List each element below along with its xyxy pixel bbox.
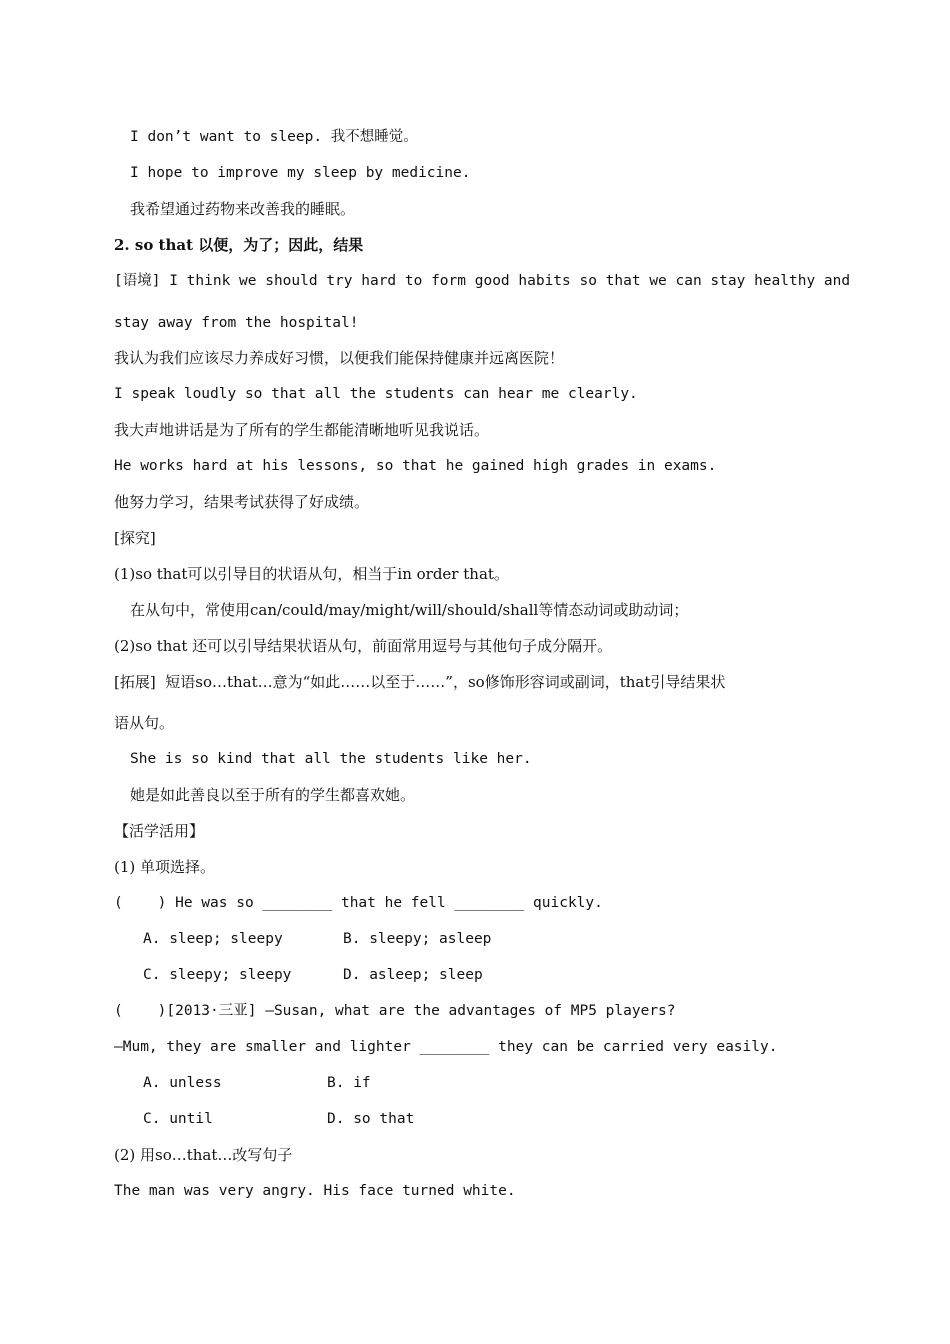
option-a: A. unless bbox=[143, 1075, 222, 1091]
example-sentence: She is so kind that all the students like her. bbox=[130, 751, 532, 767]
explore-point-2: (2)so that 还可以引导结果状语从句，前面常用逗号与其他句子成分隔开。 bbox=[114, 637, 613, 655]
context-sentence: [语境] I think we should try hard to form good habits so that we can stay healthy and bbox=[114, 273, 851, 289]
option-c: C. sleepy; sleepy bbox=[143, 967, 292, 983]
example-translation: 我希望通过药物来改善我的睡眠。 bbox=[130, 200, 356, 218]
explore-label: [探究] bbox=[114, 529, 156, 547]
example-translation: 他努力学习，结果考试获得了好成绩。 bbox=[114, 493, 370, 511]
context-translation: 我认为我们应该尽力养成好习惯，以便我们能保持健康并远离医院！ bbox=[114, 349, 565, 367]
question-1: ( ) He was so ________ that he fell ________ quickly. bbox=[114, 895, 603, 911]
example-sentence: I speak loudly so that all the students can hear me clearly. bbox=[114, 386, 638, 402]
example-sentence: I don’t want to sleep. 我不想睡觉。 bbox=[130, 129, 418, 145]
example-sentence: I hope to improve my sleep by medicine. bbox=[130, 165, 471, 181]
option-b: B. sleepy; asleep bbox=[343, 931, 492, 947]
example-translation: 我大声地讲话是为了所有的学生都能清晰地听见我说话。 bbox=[114, 421, 490, 439]
question-2-dialogue: —Mum, they are smaller and lighter ________ they can be carried very easily. bbox=[114, 1039, 778, 1055]
section-heading: 2. so that 以便，为了；因此，结果 bbox=[114, 236, 364, 254]
extension-note-continued: 语从句。 bbox=[114, 714, 175, 732]
option-d: D. so that bbox=[327, 1111, 415, 1127]
question-2: ( )[2013·三亚] —Susan, what are the advantages of MP5 players? bbox=[114, 1003, 676, 1019]
extension-note: [拓展] 短语so…that…意为“如此……以至于……”，so修饰形容词或副词，that引导结果状 bbox=[114, 673, 726, 691]
option-c: C. until bbox=[143, 1111, 213, 1127]
practice-heading: 【活学活用】 bbox=[114, 822, 205, 840]
option-d: D. asleep; sleep bbox=[343, 967, 483, 983]
explore-point-1: (1)so that可以引导目的状语从句，相当于in order that。 bbox=[114, 565, 509, 583]
exercise-2-heading: (2) 用so…that…改写句子 bbox=[114, 1146, 293, 1164]
explore-point-1-detail: 在从句中，常使用can/could/may/might/will/should/shall等情态动词或助动词； bbox=[130, 601, 689, 619]
rewrite-sentence: The man was very angry. His face turned white. bbox=[114, 1183, 516, 1199]
exercise-1-heading: (1) 单项选择。 bbox=[114, 858, 216, 876]
option-b: B. if bbox=[327, 1075, 371, 1091]
context-sentence-continued: stay away from the hospital! bbox=[114, 315, 359, 331]
option-a: A. sleep; sleepy bbox=[143, 931, 283, 947]
example-sentence: He works hard at his lessons, so that he gained high grades in exams. bbox=[114, 458, 717, 474]
example-translation: 她是如此善良以至于所有的学生都喜欢她。 bbox=[130, 786, 416, 804]
